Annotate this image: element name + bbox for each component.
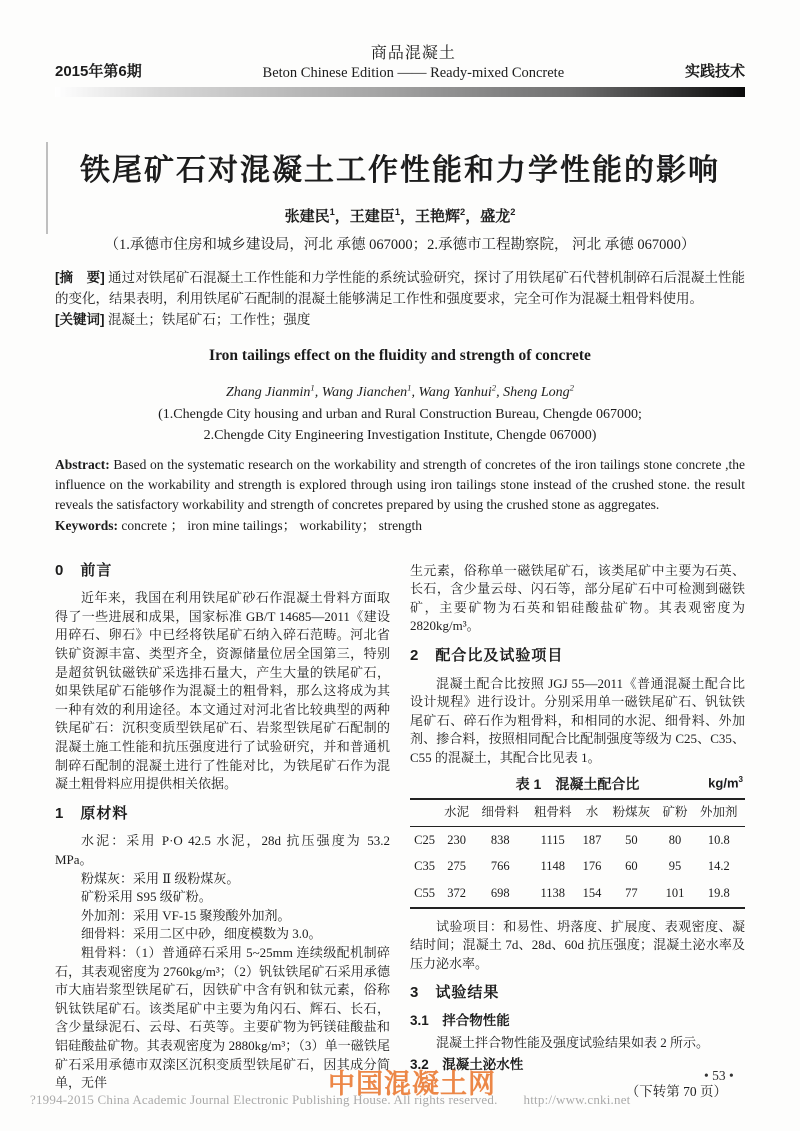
table-cell: 80 bbox=[668, 832, 682, 847]
table-cell: 19.8 bbox=[707, 885, 730, 900]
table-cell: 1138 bbox=[540, 885, 565, 900]
scan-artifact-line bbox=[46, 142, 48, 234]
table-cell: 230 bbox=[447, 832, 466, 847]
keywords-cn-text: 混凝土；铁尾矿石；工作性；强度 bbox=[104, 312, 311, 327]
table-cell: C25 bbox=[414, 832, 435, 847]
section-2-heading: 2 配合比及试验项目 bbox=[410, 647, 564, 665]
material-admixture: 外加剂：采用 VF-15 聚羧酸外加剂。 bbox=[81, 907, 291, 923]
continuation-paragraph: 生元素，俗称单一磁铁尾矿石，该类尾矿中主要为石英、长石，含少量云母、闪石等，部分尾矿石中可检测到磁铁矿，主要矿物为石英和铝硅酸盐矿物。其表观密度为 2820kg/m³。 bbox=[410, 562, 745, 634]
table-cell: 77 bbox=[625, 885, 638, 900]
author-sep: ， bbox=[399, 208, 415, 225]
keywords-en bbox=[55, 516, 745, 536]
author-en bbox=[226, 382, 322, 400]
section-3-2-heading: 3.2 混凝土泌水性 bbox=[410, 1057, 524, 1073]
author-sup: 2 bbox=[491, 382, 497, 392]
table-header-cell: 细骨料 bbox=[474, 799, 526, 826]
author-name: Wang Yanhui bbox=[418, 384, 492, 400]
table-cell: C55 bbox=[414, 885, 435, 900]
right-column bbox=[410, 562, 745, 1102]
abstract-cn-block bbox=[55, 267, 745, 330]
material-cement: 水泥：采用 P·O 42.5 水泥，28d 抗压强度为 53.2 MPa。 bbox=[55, 833, 390, 867]
table-1-unit bbox=[708, 771, 743, 793]
section-2-paragraph-1: 混凝土配合比按照 JGJ 55—2011《普通混凝土配合比设计规程》进行设计。分别采用单一磁铁尾矿石、钒钛铁尾矿石、碎石作为粗骨料，和相同的水泥、细骨料、外加剂、掺合料，按照相同配合比配制强度等级为 C25、C35、C55 的混凝土，其配合比见表 1。 bbox=[410, 675, 745, 765]
page-number: • 53 • bbox=[704, 1068, 734, 1083]
material-fine-aggregate: 细骨料：采用二区中砂，细度模数为 3.0。 bbox=[81, 926, 322, 942]
site-watermark: 中国混凝土网 bbox=[328, 1069, 496, 1099]
section-0-paragraph: 近年来，我国在利用铁尾矿砂石作混凝土骨料方面取得了一些进展和成果，国家标准 GB/T 14685—2011《建设用碎石、卵石》中已经将铁尾矿石纳入碎石范畴。河北省铁矿资源丰富、类型齐全，资源储量位居全国第三，特别是超贫钒钛磁铁矿采选排石量大，产生大量的铁尾矿石，如果铁尾矿石能够作为混凝土的粗骨料，那么这将成为其一种有效的利用途径。本文通过对河北省比较典型的两种铁尾矿石：沉积变质型铁尾矿石、岩浆型铁尾矿石配制的混凝土施工性能和抗压强度进行了试验研究，并和普通机制碎石配制的混凝土进行了性能对比，为铁尾矿石作为混凝土粗骨料应用提供相关依据。 bbox=[55, 590, 390, 792]
section-1-heading: 1 原材料 bbox=[55, 804, 129, 822]
abstract-cn bbox=[55, 267, 745, 309]
table-cell: 1115 bbox=[540, 832, 565, 847]
cnki-url: http://www.cnki.net bbox=[523, 1092, 631, 1107]
author-sup: 2 bbox=[569, 382, 574, 392]
table-header-cell: 矿粉 bbox=[658, 799, 693, 826]
table-cell: 698 bbox=[490, 885, 510, 900]
material-coarse-aggregate: 粗骨料：（1）普通碎石采用 5~25mm 连续级配机制碎石，其表观密度为 2760kg/m³；（2）钒钛铁尾矿石采用承德市大庙岩浆型铁尾矿石，因铁矿中含有钒和钛元素，俗称钒钛铁尾矿石。该类尾矿中主要为角闪石、辉石、长石，含少量绿泥石、云母、石英等。主要矿物为钙镁硅酸盐和铝硅酸盐矿物。其表观密度为 2880kg/m³；（3）单一磁铁尾矿石采用承德市双滦区沉积变质型铁尾矿石，因其成分简单，无伴 bbox=[55, 944, 390, 1091]
table-cell: 14.2 bbox=[707, 859, 730, 874]
table-row bbox=[410, 880, 745, 908]
author-sup: 1 bbox=[394, 207, 400, 217]
table-header-cell: 粉煤灰 bbox=[605, 799, 657, 826]
keywords-cn-label: [关键词] bbox=[55, 312, 105, 327]
author-name: 王艳辉 bbox=[415, 208, 461, 225]
affiliation-cn: （1.承德市住房和城乡建设局，河北 承德 067000；2.承德市工程勘察院， 河北 承德 067000） bbox=[104, 237, 696, 253]
author-cn bbox=[350, 208, 415, 225]
article-title-cn: 铁尾矿石对混凝土工作性能和力学性能的影响 bbox=[80, 154, 720, 187]
author-sep: , bbox=[496, 384, 504, 400]
journal-issue: 2015年第6期 bbox=[55, 63, 142, 80]
author-sup: 1 bbox=[329, 207, 335, 217]
table-cell: 10.8 bbox=[707, 832, 730, 847]
table-cell: 176 bbox=[582, 859, 602, 874]
journal-name-cn: 商品混凝土 bbox=[370, 45, 456, 62]
author-sup: 1 bbox=[310, 382, 315, 392]
abstract-en bbox=[55, 455, 745, 515]
header-gradient-rule bbox=[55, 87, 745, 97]
author-name: 盛龙 bbox=[480, 208, 511, 225]
table-cell: 95 bbox=[668, 859, 682, 874]
continued-on-page-note: （下转第 70 页） bbox=[625, 1083, 727, 1099]
table-header-cell: 水 bbox=[579, 799, 605, 826]
journal-name-block bbox=[142, 40, 685, 82]
author-sup: 2 bbox=[460, 207, 466, 217]
author-sep: , bbox=[411, 384, 419, 400]
author-sep: , bbox=[314, 384, 322, 400]
table-cell: 50 bbox=[625, 832, 638, 847]
table-cell: 101 bbox=[665, 885, 685, 900]
section-3-1-paragraph: 混凝土拌合物性能及强度试验结果如表 2 所示。 bbox=[436, 1034, 710, 1050]
copyright-text: ?1994-2015 China Academic Journal Electronic Publishing House. All rights reserved. bbox=[30, 1092, 498, 1107]
author-cn bbox=[285, 208, 350, 225]
material-slagpowder: 矿粉采用 S95 级矿粉。 bbox=[81, 889, 212, 905]
table-1-unit-sup: 3 bbox=[738, 775, 743, 785]
author-cn bbox=[415, 208, 480, 225]
table-cell: 187 bbox=[582, 832, 602, 847]
table-cell: 372 bbox=[447, 885, 466, 900]
table-cell: 60 bbox=[625, 859, 638, 874]
material-flyash: 粉煤灰：采用 Ⅱ 级粉煤灰。 bbox=[81, 870, 240, 886]
table-cell: 275 bbox=[447, 859, 466, 874]
table-row bbox=[410, 826, 745, 853]
section-3-heading: 3 试验结果 bbox=[410, 984, 500, 1002]
left-column bbox=[55, 562, 390, 1102]
author-en bbox=[321, 382, 419, 400]
keywords-en-label: Keywords: bbox=[55, 517, 118, 533]
journal-header bbox=[55, 40, 745, 82]
body-columns bbox=[55, 562, 745, 1102]
table-1 bbox=[410, 775, 745, 909]
author-cn bbox=[480, 208, 515, 225]
table-header-cell: 粗骨料 bbox=[527, 799, 579, 826]
table-cell: 1148 bbox=[540, 859, 565, 874]
author-sup: 2 bbox=[510, 207, 516, 217]
article-title-en: Iron tailings effect on the fluidity and strength of concrete bbox=[209, 347, 591, 364]
author-sup: 1 bbox=[407, 382, 412, 392]
abstract-en-text: Based on the systematic research on the workability and strength of concretes of the iron tailings stone concrete ,the influence on the workability and strength is explored through using iron tailings stone instead of the crushed stone. the result reveals the satisfactory workability and strength of concretes prepared by using the crushed stone as aggregates. bbox=[55, 456, 745, 512]
section-2-paragraph-2: 试验项目：和易性、坍落度、扩展度、表观密度、凝结时间；混凝土 7d、28d、60d 抗压强度；混凝土泌水率及压力泌水率。 bbox=[410, 918, 745, 971]
abstract-en-label: Abstract: bbox=[55, 456, 110, 472]
author-name: 王建臣 bbox=[349, 208, 395, 225]
author-name: Sheng Long bbox=[503, 384, 570, 400]
authors-en bbox=[55, 382, 745, 401]
author-sep: ， bbox=[334, 208, 350, 225]
table-header-cell: 水泥 bbox=[439, 799, 474, 826]
authors-cn bbox=[55, 205, 745, 226]
author-name: Zhang Jianmin bbox=[226, 384, 311, 400]
section-0-heading: 0 前言 bbox=[55, 561, 113, 579]
table-cell: 766 bbox=[490, 859, 510, 874]
keywords-cn bbox=[55, 309, 745, 330]
table-cell: 154 bbox=[582, 885, 602, 900]
author-name: 张建民 bbox=[284, 208, 330, 225]
affiliation-en bbox=[55, 404, 745, 446]
table-1-caption bbox=[410, 775, 745, 794]
keywords-en-text: concrete ； iron mine tailings； workability； strength bbox=[118, 517, 423, 533]
abstract-cn-label: [摘 要] bbox=[55, 270, 105, 285]
table-1-unit-base: kg/m bbox=[708, 775, 739, 791]
author-en bbox=[503, 382, 574, 400]
table-header-row bbox=[410, 799, 745, 826]
author-sep: ， bbox=[465, 208, 481, 225]
table-row bbox=[410, 853, 745, 880]
abstract-cn-text: 通过对铁尾矿石混凝土工作性能和力学性能的系统试验研究，探讨了用铁尾矿石代替机制碎石后混凝土性能的变化，结果表明，利用铁尾矿石配制的混凝土能够满足工作性和强度要求，完全可作为混凝土粗骨料使用。 bbox=[55, 270, 745, 306]
journal-column-label: 实践技术 bbox=[684, 63, 745, 80]
affiliation-en-line2: 2.Chengde City Engineering Investigation Institute, Chengde 067000) bbox=[203, 427, 597, 443]
table-1-title: 表 1 混凝土配合比 bbox=[515, 775, 640, 792]
author-name: Wang Jianchen bbox=[321, 384, 408, 400]
affiliation-en-line1: (1.Chengde City housing and urban and Rural Construction Bureau, Chengde 067000; bbox=[158, 406, 642, 422]
author-en bbox=[418, 382, 504, 400]
table-header-cell: 外加剂 bbox=[693, 799, 746, 826]
table-header-cell bbox=[410, 799, 439, 826]
section-3-1-heading: 3.1 拌合物性能 bbox=[410, 1012, 510, 1028]
journal-name-en: Beton Chinese Edition —— Ready-mixed Concrete bbox=[262, 65, 565, 81]
table-cell: 838 bbox=[490, 832, 510, 847]
table-cell: C35 bbox=[414, 859, 435, 874]
mix-proportion-table bbox=[410, 798, 745, 908]
